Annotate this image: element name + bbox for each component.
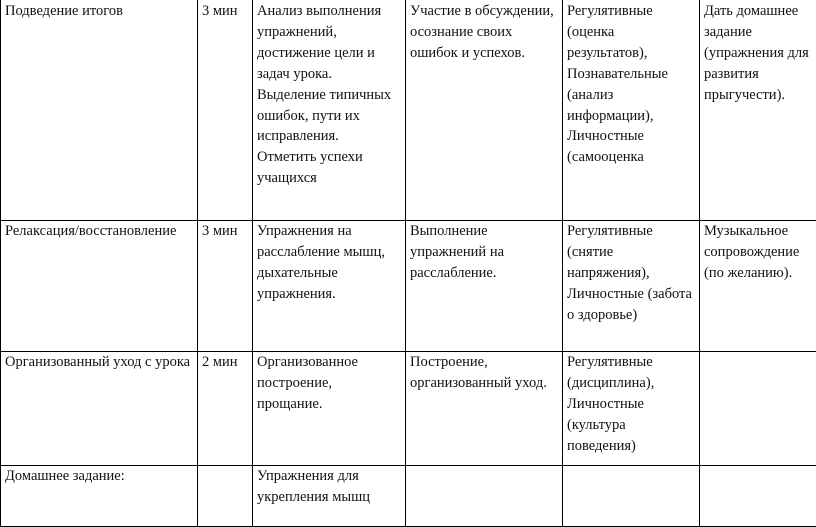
student-activity-text: Построение, организованный уход. bbox=[410, 352, 558, 394]
teacher-activity-text: Упражнения для укрепления мышц bbox=[257, 466, 401, 508]
note-cell bbox=[700, 221, 816, 352]
time-cell bbox=[198, 0, 253, 221]
table-row-departure bbox=[1, 352, 816, 466]
uud-text: Регулятивные (снятие напряжения), Личностные (забота о здоровье) bbox=[567, 221, 695, 326]
uud-cell bbox=[563, 0, 700, 221]
time-text: 3 мин bbox=[202, 1, 248, 22]
student-activity-text: Выполнение упражнений на расслабление. bbox=[410, 221, 558, 284]
time-text: 3 мин bbox=[202, 221, 248, 242]
student-activity-text: Участие в обсуждении, осознание своих ошибок и успехов. bbox=[410, 1, 558, 64]
stage-text: Подведение итогов bbox=[5, 1, 193, 22]
table-row-summary bbox=[1, 0, 816, 221]
uud-cell bbox=[563, 466, 700, 527]
teacher-activity-cell bbox=[253, 466, 406, 527]
teacher-activity-cell bbox=[253, 352, 406, 466]
uud-cell bbox=[563, 352, 700, 466]
note-text: Музыкальное сопровождение (по желанию). bbox=[704, 221, 812, 284]
student-activity-cell bbox=[406, 466, 563, 527]
time-text: 2 мин bbox=[202, 352, 248, 373]
stage-cell bbox=[1, 466, 198, 527]
teacher-activity-text: Организованное построение, прощание. bbox=[257, 352, 401, 415]
student-activity-cell bbox=[406, 352, 563, 466]
teacher-activity-text: Анализ выполнения упражнений, достижение цели и задач урока. Выделение типичных ошибок, пути их исправления. Отметить успехи учащихся bbox=[257, 1, 401, 189]
note-cell bbox=[700, 352, 816, 466]
note-text: Дать домашнее задание (упражнения для развития прыгучести). bbox=[704, 1, 812, 106]
stage-cell bbox=[1, 352, 198, 466]
note-cell bbox=[700, 0, 816, 221]
teacher-activity-cell bbox=[253, 0, 406, 221]
note-cell bbox=[700, 466, 816, 527]
table-row-homework bbox=[1, 466, 816, 527]
uud-text: Регулятивные (оценка результатов), Познавательные (анализ информации), Личностные (самооценка bbox=[567, 1, 695, 168]
uud-cell bbox=[563, 221, 700, 352]
stage-cell bbox=[1, 221, 198, 352]
uud-text: Регулятивные (дисциплина), Личностные (культура поведения) bbox=[567, 352, 695, 457]
table-row-relaxation bbox=[1, 221, 816, 352]
teacher-activity-text: Упражнения на расслабление мышц, дыхательные упражнения. bbox=[257, 221, 401, 305]
time-cell bbox=[198, 352, 253, 466]
time-cell bbox=[198, 466, 253, 527]
student-activity-cell bbox=[406, 221, 563, 352]
stage-cell bbox=[1, 0, 198, 221]
teacher-activity-cell bbox=[253, 221, 406, 352]
student-activity-cell bbox=[406, 0, 563, 221]
stage-text: Организованный уход с урока bbox=[5, 352, 193, 373]
time-cell bbox=[198, 221, 253, 352]
stage-text: Домашнее задание: bbox=[5, 466, 193, 487]
stage-text: Релаксация/восстановление bbox=[5, 221, 193, 242]
